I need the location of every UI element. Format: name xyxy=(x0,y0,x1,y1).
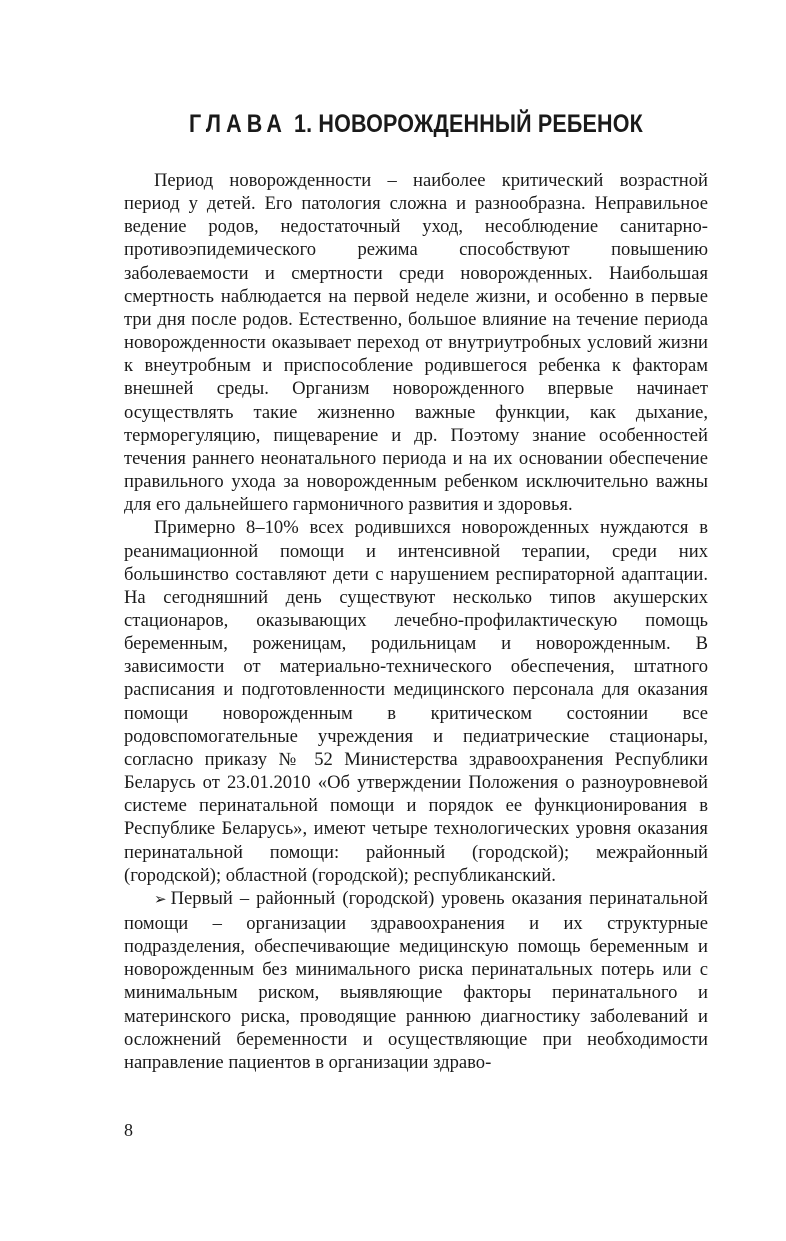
list-item-text: Первый – районный (городской) уровень оказания перинатальной помощи – организации здравоохранения и их структурные подразделения, обеспечивающие медицинскую помощь беременным и новорожденным без минимального риска перинатальных потерь или с минимальным риском, выявляющие факторы перинатального и материнского риска, проводящие раннюю диагностику заболеваний и осложнений беременности и осуществляющие при необходимости направление пациентов в организации здраво- xyxy=(124,887,708,1073)
chapter-title xyxy=(165,110,667,139)
chapter-heading: 1. НОВОРОЖДЕННЫЙ РЕБЕНОК xyxy=(293,110,643,138)
paragraph-1: Период новорожденности – наиболее критический возрастной период у детей. Его патология сложна и разнообразна. Неправильное ведение родов, недостаточный уход, несоблюдение санитарно-противоэпидемического режима способствуют повышению заболеваемости и смертности среди новорожденных. Наибольшая смертность наблюдается на первой неделе жизни, и особенно в первые три дня после родов. Естественно, большое влияние на течение периода новорожденности оказывает переход от внутриутробных условий жизни к внеутробным и приспособление родившегося ребенка к факторам внешней среды. Организм новорожденного впервые начинает осуществлять такие жизненно важные функции, как дыхание, терморегуляцию, пищеварение и др. Поэтому знание особенностей течения раннего неонатального периода и на их основании обеспечение правильного ухода за новорожденным ребенком исключительно важны для его дальнейшего гармоничного развития и здоровья. xyxy=(124,170,708,516)
body-text xyxy=(124,169,708,1074)
list-item-1 xyxy=(124,887,708,1074)
page-number: 8 xyxy=(124,1120,133,1140)
arrow-bullet-icon: ➢ xyxy=(154,891,167,908)
page-content xyxy=(124,110,708,1074)
chapter-prefix: ГЛАВА xyxy=(189,110,288,138)
paragraph-2: Примерно 8–10% всех родившихся новорожденных нуждаются в реанимационной помощи и интенсивной терапии, среди них большинство составляют дети с нарушением респираторной адаптации. На сегодняшний день существуют несколько типов акушерских стационаров, оказывающих лечебно-профилактическую помощь беременным, роженицам, родильницам и новорожденным. В зависимости от материально-технического обеспечения, штатного расписания и подготовленности медицинского персонала для оказания помощи новорожденным в критическом состоянии все родовспомогательные учреждения и педиатрические стационары, согласно приказу № 52 Министерства здравоохранения Республики Беларусь от 23.01.2010 «Об утверждении Положения о разноуровневой системе перинатальной помощи и порядок ее функционирования в Республике Беларусь», имеют четыре технологических уровня оказания перинатальной помощи: районный (городской); межрайонный (городской); областной (городской); республиканский. xyxy=(124,517,708,886)
